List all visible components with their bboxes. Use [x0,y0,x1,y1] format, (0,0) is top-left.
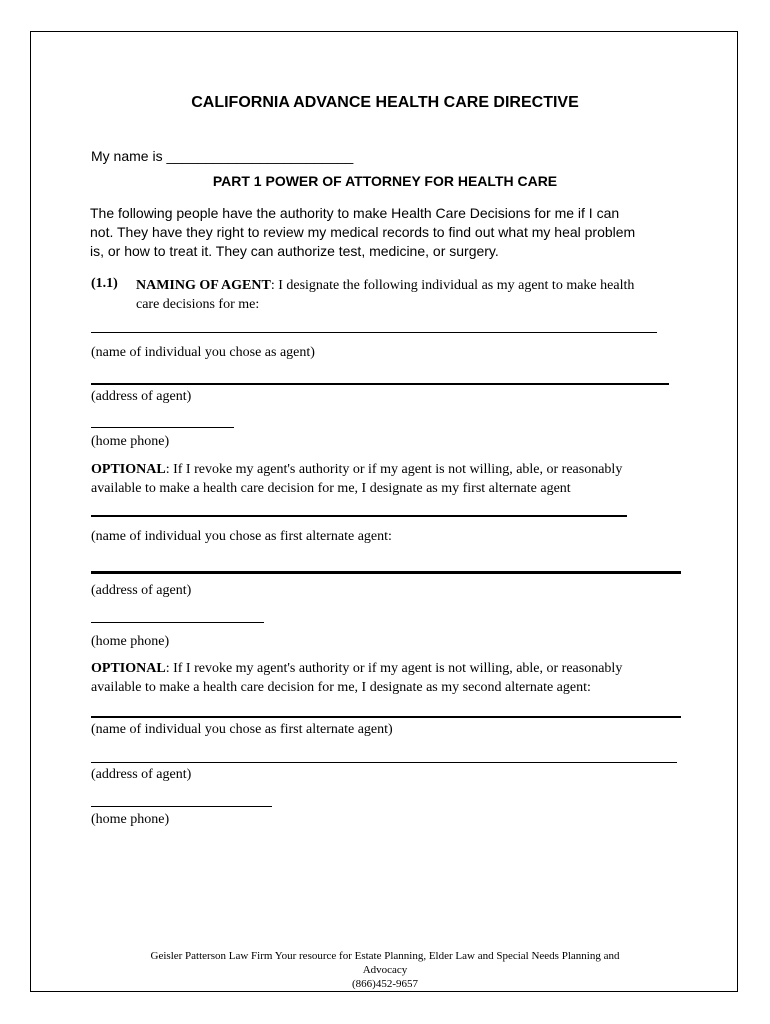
alt1-address-label: (address of agent) [91,583,192,598]
optional-text: : If I revoke my agent's authority or if my agent is not willing, able, or reasonably [165,462,623,477]
alt1-phone-line[interactable] [91,622,264,623]
agent-address-label: (address of agent) [91,389,192,404]
document-page [30,31,738,992]
agent-name-label: (name of individual you chose as agent) [91,345,315,360]
naming-text: : I designate the following individual as my agent to make health [270,278,635,293]
name-prompt: My name is ________________________ [91,148,354,164]
alt2-phone-label: (home phone) [91,812,170,827]
naming-section-number: (1.1) [91,276,118,291]
alt1-address-line[interactable] [91,571,681,574]
agent-address-line[interactable] [91,383,669,385]
optional-text: : If I revoke my agent's authority or if my agent is not willing, able, or reasonably [165,661,623,676]
intro-line: not. They have they right to review my medical records to find out what my heal problem [90,224,636,240]
alt1-name-line[interactable] [91,515,627,517]
alt2-address-line[interactable] [91,762,677,763]
intro-line: The following people have the authority to make Health Care Decisions for me if I can [90,205,620,221]
part1-heading: PART 1 POWER OF ATTORNEY FOR HEALTH CARE [212,173,558,189]
agent-phone-label: (home phone) [91,434,170,449]
intro-line: is, or how to treat it. They can authorize test, medicine, or surgery. [90,243,499,259]
alt1-name-label: (name of individual you chose as first alternate agent: [91,529,392,544]
alt2-name-label: (name of individual you chose as first alternate agent) [91,722,393,737]
footer-line: Geisler Patterson Law Firm Your resource for Estate Planning, Elder Law and Special Needs Planning and [150,950,620,962]
document-title: CALIFORNIA ADVANCE HEALTH CARE DIRECTIVE [191,94,579,111]
naming-paragraph [136,276,684,314]
optional-label: OPTIONAL [91,661,166,676]
intro-paragraph [90,204,690,261]
agent-phone-line[interactable] [91,427,234,428]
optional-label: OPTIONAL [91,462,166,477]
footer [31,949,739,991]
alt2-name-line[interactable] [91,716,681,718]
alt1-phone-label: (home phone) [91,634,170,649]
optional-text-continued: available to make a health care decision for me, I designate as my second alternate agent: [91,680,591,695]
optional-second-alternate [91,659,683,697]
naming-label: NAMING OF AGENT [136,278,271,293]
alt2-phone-line[interactable] [91,806,272,807]
alt2-address-label: (address of agent) [91,767,192,782]
footer-line: Advocacy [362,964,408,976]
agent-name-line[interactable] [91,332,657,333]
footer-phone: (866)452-9657 [352,978,418,990]
naming-text-continued: care decisions for me: [136,297,260,312]
optional-first-alternate [91,460,683,498]
optional-text-continued: available to make a health care decision for me, I designate as my first alternate agent [91,481,571,496]
